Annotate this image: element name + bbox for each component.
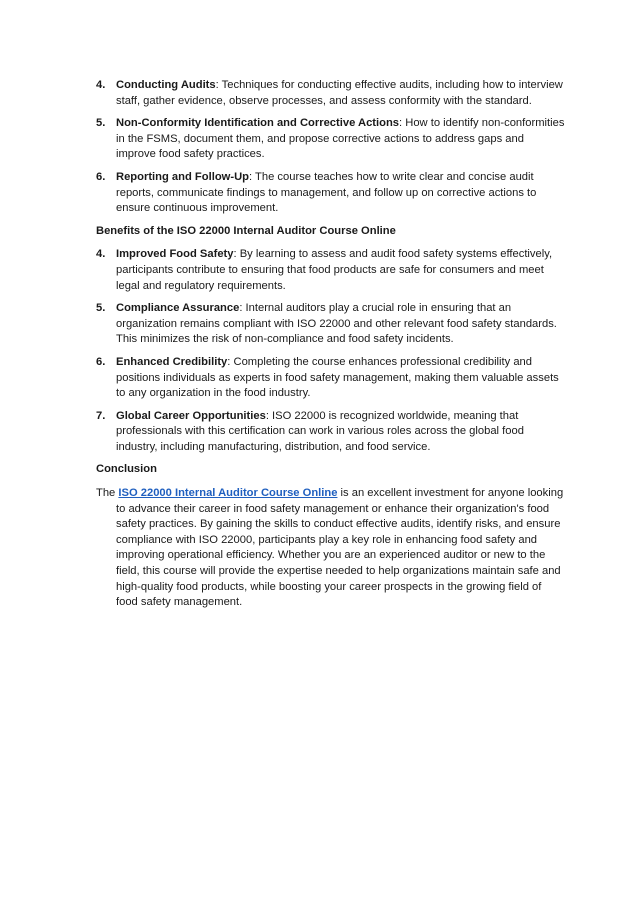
conclusion-body: is an excellent investment for anyone looking to advance their career in food safety management or enhance their organization's food safety practices. By gaining the skills to conduct effective audits, identify risks, and ensure compliance with ISO 22000, participants play a key role in enhancing food safety and improving operational efficiency. Whether you are an experienced auditor or new to the field, this course will provide the expertise needed to help organizations maintain safe and high-quality food products, while boosting your career prospects in the growing field of food safety management. (116, 487, 564, 609)
list-term: Enhanced Credibility (116, 355, 228, 368)
conclusion-paragraph (96, 486, 566, 611)
list-number: 6. (96, 355, 106, 368)
list-number: 4. (96, 79, 106, 91)
list-number: 5. (96, 302, 106, 315)
list-text: : Internal auditors play a crucial role in ensuring that an organization remains compliant with ISO 22000 and other relevant food safety standards. This minimizes the risk of non-compliance and food safety incidents. (116, 302, 557, 346)
list-item (96, 116, 566, 163)
list-text: : Completing the course enhances professional credibility and positions individuals as experts in food safety management, making them valuable assets to any organization in the food industry. (116, 355, 559, 400)
list-number: 4. (96, 248, 106, 261)
list-text: : The course teaches how to write clear and concise audit reports, communicate findings to management, and follow up on corrective actions to ensure continuous improvement. (116, 170, 537, 215)
conclusion-heading: Conclusion (96, 463, 157, 476)
list-item (96, 78, 566, 109)
list-term: Conducting Audits (116, 79, 216, 91)
list-text: : How to identify non-conformities in the FSMS, document them, and propose corrective actions to address gaps and improve food safety practices. (116, 117, 565, 161)
list-item (96, 409, 566, 456)
list-term: Compliance Assurance (116, 302, 240, 315)
list-term: Non-Conformity Identification and Corrective Actions (116, 117, 400, 130)
list-term: Reporting and Follow-Up (116, 170, 249, 183)
list-text: : Techniques for conducting effective audits, including how to interview staff, gather evidence, observe processes, and assess conformity with the standard. (116, 79, 563, 107)
list-item (96, 247, 566, 294)
list-term: Improved Food Safety (116, 248, 234, 261)
course-link[interactable]: ISO 22000 Internal Auditor Course Online (118, 487, 338, 500)
list-text: : By learning to assess and audit food safety systems effectively, participants contribute to ensuring that food products are safe for consumers and meet legal and regulatory requirements. (116, 248, 553, 292)
list-item (96, 170, 566, 217)
course-topics-list (96, 78, 566, 217)
benefits-list (96, 247, 566, 455)
list-number: 6. (96, 170, 106, 183)
list-item (96, 301, 566, 348)
list-number: 5. (96, 117, 106, 130)
list-number: 7. (96, 409, 106, 422)
list-item (96, 355, 566, 402)
conclusion-lead: The (96, 487, 119, 500)
benefits-heading: Benefits of the ISO 22000 Internal Auditor Course Online (96, 224, 396, 237)
document-page (96, 78, 566, 611)
list-text: : ISO 22000 is recognized worldwide, meaning that professionals with this certification can work in various roles across the global food industry, including manufacturing, distribution, and food service. (116, 409, 524, 453)
list-term: Global Career Opportunities (116, 409, 266, 422)
